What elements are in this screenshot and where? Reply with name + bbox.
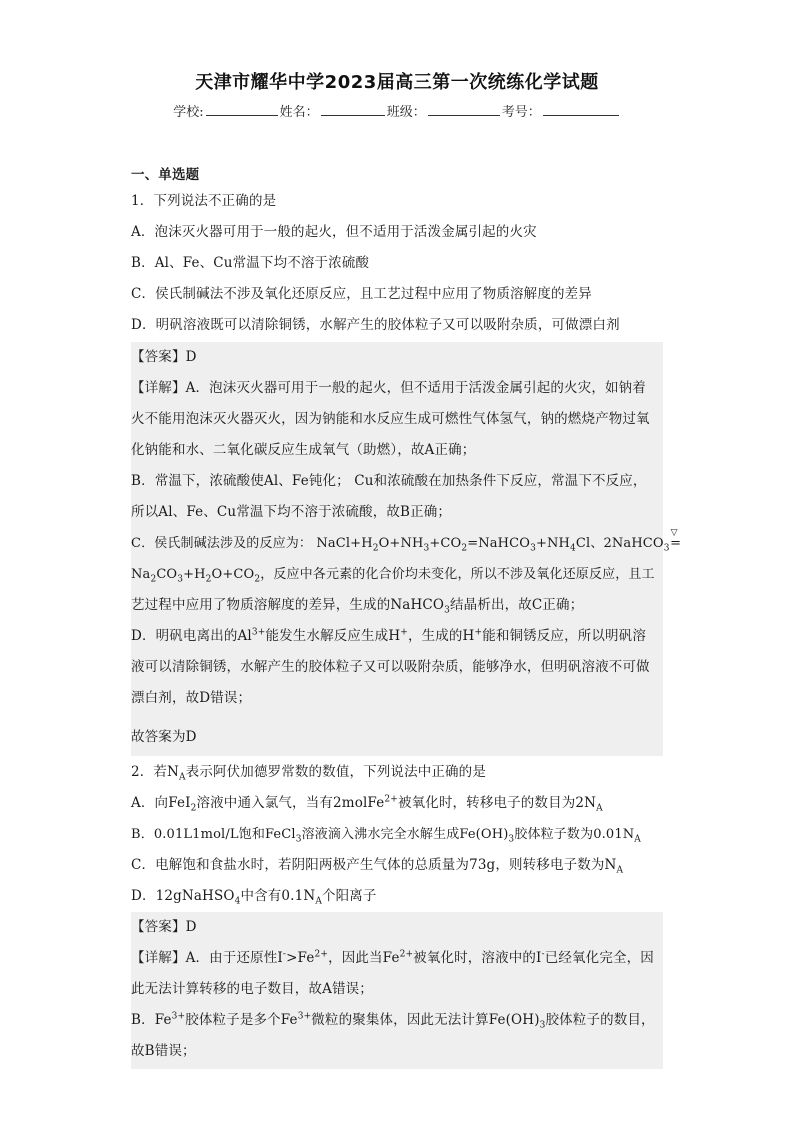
q1-final-answer: 故答案为D: [131, 729, 197, 745]
q1-option-d: D．明矾溶液既可以清除铜锈，水解产生的胶体粒子又可以吸附杂质，可做漂白剂: [131, 317, 620, 333]
page-title: 天津市耀华中学2023届高三第一次统练化学试题: [195, 72, 599, 93]
q1-explanation-line: D．明矾电离出的$Al^{3+}$能发生水解反应生成H+，生成的H+能和铜锈反应，所以明矾溶: [131, 627, 646, 644]
q1-explanation-line: 漂白剂，故D错误；: [131, 690, 252, 706]
q2-stem: 2．若$N_A$表示阿伏加德罗常数的数值，下列说法中正确的是: [131, 764, 486, 783]
q1-answer: 【答案】D: [131, 349, 197, 365]
q1-stem: 1．下列说法不正确的是: [131, 193, 277, 209]
class-label: 班级：: [386, 105, 426, 120]
q1-option-a: A．泡沫灭火器可用于一般的起火，但不适用于活泼金属引起的火灾: [131, 224, 537, 240]
heat-symbol: ▽: [670, 528, 678, 538]
q1-option-c: C．侯氏制碱法不涉及氧化还原反应，且工艺过程中应用了物质溶解度的差异: [131, 286, 592, 302]
q1-option-b: B．Al、Fe、Cu常温下均不溶于浓硫酸: [131, 255, 370, 271]
section-heading: 一、单选题: [131, 167, 200, 183]
student-info-line: [0, 101, 794, 120]
q1-explanation-equation: C．侯氏制碱法涉及的反应为： $NaCl+H_2O+NH_3+CO_2=NaHCO_3+NH_4Cl$、2NaHCO$_3$ ▽ =: [131, 528, 663, 559]
school-label: 学校:: [173, 105, 204, 120]
q2-option-b: B．0.01L1mol/L饱和FeCl$_3$溶液滴入沸水完全水解生成$Fe(OH)_3$胶体粒子数为$0.01N_A$: [131, 827, 641, 845]
q1-explanation-line: 艺过程中应用了物质溶解度的差异，生成的NaHCO$_3$结晶析出，故C正确；: [131, 597, 584, 616]
exam-no-blank[interactable]: [543, 102, 619, 116]
q1-explanation-line: $Na_2CO_3+H_2O+CO_2$，反应中各元素的化合价均未变化，所以不涉及氧化还原反应，且工: [131, 567, 655, 585]
q2-explanation-line: 此无法计算转移的电子数目，故A错误；: [131, 981, 373, 997]
q1-explanation-line: B．常温下，浓硫酸使Al、Fe钝化； Cu和浓硫酸在加热条件下反应，常温下不反应，: [131, 473, 647, 489]
exam-no-label: 考号：: [501, 105, 541, 120]
name-label: 姓名：: [279, 105, 319, 120]
q2-explanation-line: B．$Fe^{3+}$胶体粒子是多个$Fe^{3+}$微粒的聚集体，因此无法计算$Fe(OH)_3$胶体粒子的数目，: [131, 1011, 655, 1031]
q1-explanation-line: 化钠能和水、二氧化碳反应生成氧气（助燃），故A正确；: [131, 442, 476, 458]
q2-option-c: C．电解饱和食盐水时，若阴阳两极产生气体的总质量为73g，则转移电子数为$N_A$: [131, 857, 624, 876]
q2-answer: 【答案】D: [131, 919, 197, 935]
q1-explanation-line: 所以Al、Fe、Cu常温下均不溶于浓硫酸，故B正确；: [131, 504, 452, 520]
q2-explanation-line: 【详解】A．由于还原性$I^->Fe^{2+}$，因此当$Fe^{2+}$被氧化时，溶液中的I-已经氧化完全，因: [131, 949, 654, 966]
q1-explanation-line: 【详解】A．泡沫灭火器可用于一般的起火，但不适用于活泼金属引起的火灾，如钠着: [131, 380, 646, 396]
school-blank[interactable]: [206, 102, 278, 116]
q1-explanation-line: 液可以清除铜锈，水解产生的胶体粒子又可以吸附杂质，能够净水，但明矾溶液不可做: [131, 659, 650, 675]
q2-explanation-line: 故B错误；: [131, 1043, 196, 1059]
q1-explanation-line: 火不能用泡沫灭火器灭火，因为钠能和水反应生成可燃性气体氢气，钠的燃烧产物过氧: [131, 411, 650, 427]
q2-option-d: D．12gNaHSO$_4$中含有$0.1N_A$个阳离子: [131, 888, 377, 907]
name-blank[interactable]: [321, 102, 385, 116]
class-blank[interactable]: [428, 102, 500, 116]
q2-option-a: A．向FeI$_2$溶液中通入氯气，当有2molFe$^{2+}$被氧化时，转移电子的数目为$2N_A$: [131, 794, 603, 814]
